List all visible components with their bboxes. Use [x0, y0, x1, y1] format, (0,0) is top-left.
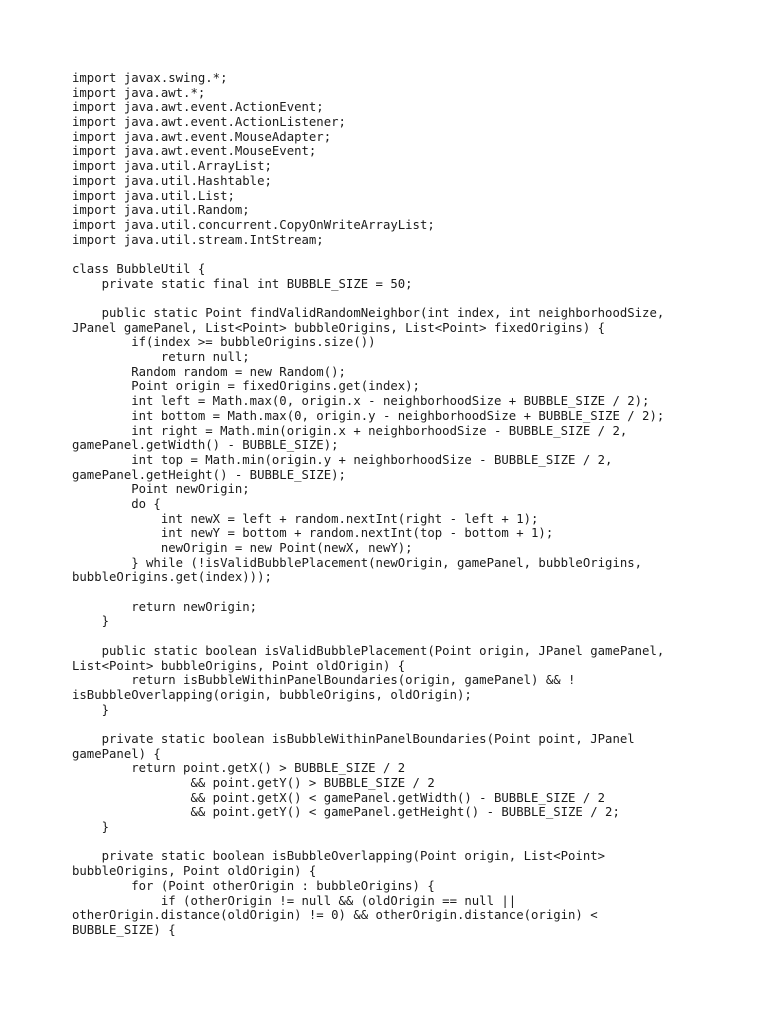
code-line: otherOrigin.distance(oldOrigin) != 0) && otherOrigin.distance(origin) < — [72, 908, 598, 923]
code-line: public static boolean isValidBubblePlacement(Point origin, JPanel gamePanel, — [72, 643, 665, 658]
code-line: if (otherOrigin != null && (oldOrigin == null || — [72, 893, 517, 908]
code-line: gamePanel.getHeight() - BUBBLE_SIZE); — [72, 467, 346, 482]
code-line: import java.util.concurrent.CopyOnWriteArrayList; — [72, 217, 435, 232]
code-line: && point.getY() > BUBBLE_SIZE / 2 — [72, 776, 435, 790]
code-line: private static boolean isBubbleWithinPanelBoundaries(Point point, JPanel — [72, 731, 635, 746]
code-line: } while (!isValidBubblePlacement(newOrigin, gamePanel, bubbleOrigins, — [72, 555, 643, 570]
code-line: } — [72, 820, 110, 835]
code-line: gamePanel) { — [72, 746, 161, 761]
code-line: class BubbleUtil { — [72, 261, 206, 276]
code-line: import java.awt.event.MouseEvent; — [72, 144, 317, 159]
code-line: private static boolean isBubbleOverlapping(Point origin, List<Point> — [72, 849, 606, 864]
code-line: Point newOrigin; — [72, 482, 250, 497]
code-line: public static Point findValidRandomNeighbor(int index, int neighborhoodSize, — [72, 306, 665, 320]
code-line: import java.util.ArrayList; — [72, 159, 272, 174]
code-line: return point.getX() > BUBBLE_SIZE / 2 — [72, 761, 406, 776]
code-line: JPanel gamePanel, List<Point> bubbleOrigins, List<Point> fixedOrigins) { — [72, 320, 606, 335]
code-line: for (Point otherOrigin : bubbleOrigins) { — [72, 878, 435, 893]
code-line: int bottom = Math.max(0, origin.y - neighborhoodSize + BUBBLE_SIZE / 2); — [72, 408, 665, 423]
code-line: } — [72, 702, 110, 717]
code-line — [72, 585, 692, 600]
code-line: Random random = new Random(); — [72, 364, 346, 379]
code-line: bubbleOrigins.get(index))); — [72, 570, 272, 585]
code-line: int newY = bottom + random.nextInt(top - bottom + 1); — [72, 526, 554, 541]
code-line: int newX = left + random.nextInt(right - left + 1); — [72, 511, 539, 526]
code-line: import java.util.List; — [72, 188, 235, 203]
code-line: bubbleOrigins, Point oldOrigin) { — [72, 864, 317, 879]
code-line: newOrigin = new Point(newX, newY); — [72, 541, 413, 555]
code-line: List<Point> bubbleOrigins, Point oldOrigin) { — [72, 658, 406, 673]
code-line: return isBubbleWithinPanelBoundaries(origin, gamePanel) && ! — [72, 673, 576, 688]
code-line: int right = Math.min(origin.x + neighborhoodSize - BUBBLE_SIZE / 2, — [72, 423, 628, 438]
code-line — [72, 247, 692, 262]
code-line: int top = Math.min(origin.y + neighborhoodSize - BUBBLE_SIZE / 2, — [72, 452, 613, 467]
code-line: && point.getY() < gamePanel.getHeight() - BUBBLE_SIZE / 2; — [72, 805, 620, 820]
code-line: int left = Math.max(0, origin.x - neighborhoodSize + BUBBLE_SIZE / 2); — [72, 394, 650, 409]
code-line: return newOrigin; — [72, 599, 258, 614]
code-line: BUBBLE_SIZE) { — [72, 922, 176, 937]
code-line: Point origin = fixedOrigins.get(index); — [72, 379, 420, 394]
code-line: import java.awt.*; — [72, 85, 206, 100]
code-line: do { — [72, 496, 161, 511]
code-line: isBubbleOverlapping(origin, bubbleOrigins, oldOrigin); — [72, 687, 472, 702]
code-line: private static final int BUBBLE_SIZE = 50; — [72, 276, 413, 291]
code-line: import java.util.Random; — [72, 203, 250, 218]
code-line: gamePanel.getWidth() - BUBBLE_SIZE); — [72, 438, 339, 453]
code-line — [72, 717, 692, 732]
code-line: import java.util.stream.IntStream; — [72, 232, 324, 247]
code-line: import java.awt.event.MouseAdapter; — [72, 129, 332, 144]
code-block — [72, 71, 692, 938]
code-line: import java.awt.event.ActionEvent; — [72, 100, 324, 115]
code-line: && point.getX() < gamePanel.getWidth() - BUBBLE_SIZE / 2 — [72, 790, 606, 805]
code-line: import java.util.Hashtable; — [72, 173, 272, 188]
code-line: return null; — [72, 350, 250, 365]
code-line: import javax.swing.*; — [72, 71, 228, 85]
code-line: } — [72, 614, 110, 629]
code-line — [72, 629, 692, 644]
code-line: if(index >= bubbleOrigins.size()) — [72, 335, 376, 350]
code-line: import java.awt.event.ActionListener; — [72, 115, 346, 130]
code-line — [72, 291, 692, 306]
code-line — [72, 835, 692, 850]
